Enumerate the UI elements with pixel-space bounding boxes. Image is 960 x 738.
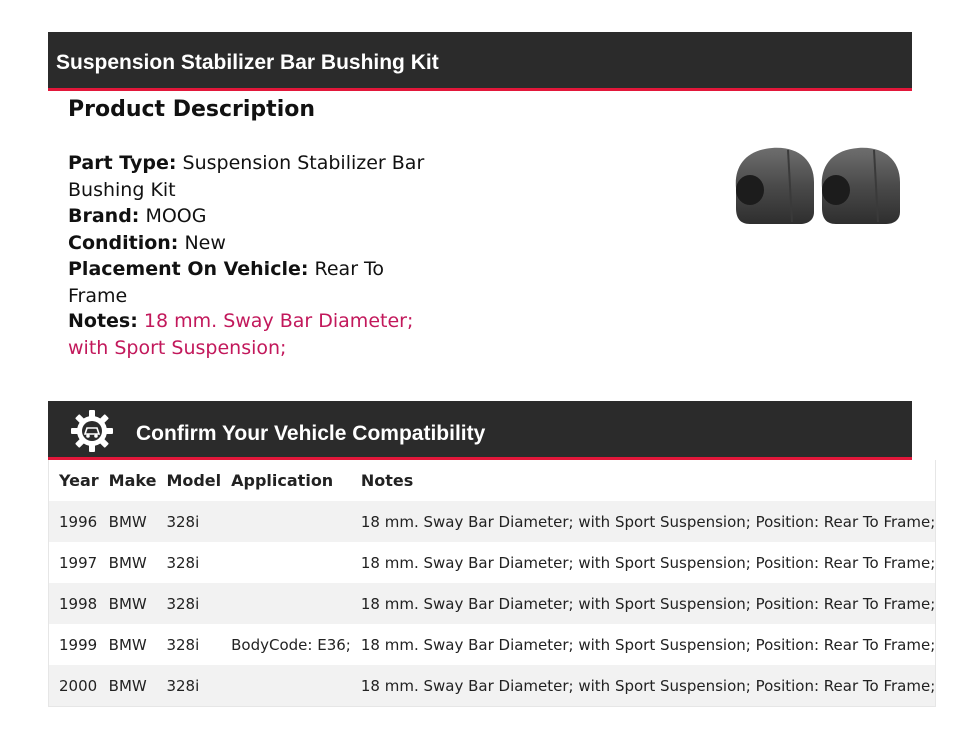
column-header-notes: Notes <box>360 471 414 490</box>
product-image <box>728 142 908 230</box>
condition-value: New <box>184 231 226 254</box>
cell-make: BMW <box>108 676 147 695</box>
cell-notes: 18 mm. Sway Bar Diameter; with Sport Suspension; Position: Rear To Frame; <box>360 512 936 531</box>
column-header-year: Year <box>59 471 99 490</box>
compatibility-title: Confirm Your Vehicle Compatibility <box>136 422 486 445</box>
cell-year: 1997 <box>59 553 98 572</box>
table-row <box>49 665 936 707</box>
notes-label: Notes: <box>68 310 138 332</box>
bushing-right <box>822 148 900 224</box>
cell-model: 328i <box>166 594 200 613</box>
cell-year: 2000 <box>59 676 98 695</box>
table-row <box>49 542 936 583</box>
product-description <box>68 150 448 309</box>
condition-label: Condition: <box>68 231 179 254</box>
cell-model: 328i <box>166 676 200 695</box>
table-row <box>49 501 936 542</box>
notes-row <box>68 308 448 361</box>
cell-notes: 18 mm. Sway Bar Diameter; with Sport Suspension; Position: Rear To Frame; <box>360 676 936 695</box>
cell-make: BMW <box>108 635 147 654</box>
cell-make: BMW <box>108 553 147 572</box>
product-title-bar <box>48 32 912 91</box>
cell-notes: 18 mm. Sway Bar Diameter; with Sport Suspension; Position: Rear To Frame; <box>360 553 936 572</box>
cell-application <box>221 501 351 542</box>
cell-application: BodyCode: E36; <box>231 635 351 654</box>
part-type-value: Suspension Stabilizer Bar Bushing Kit <box>68 152 425 201</box>
product-title: Suspension Stabilizer Bar Bushing Kit <box>56 51 439 74</box>
cell-make: BMW <box>108 512 147 531</box>
cell-application <box>221 583 351 624</box>
bushing-left <box>736 148 814 224</box>
cell-model: 328i <box>166 553 200 572</box>
compatibility-table <box>48 460 936 707</box>
brand-value: MOOG <box>145 205 207 227</box>
gear-car-icon <box>70 409 114 453</box>
cell-year: 1998 <box>59 594 98 613</box>
cell-notes: 18 mm. Sway Bar Diameter; with Sport Suspension; Position: Rear To Frame; <box>360 594 936 613</box>
brand-label: Brand: <box>68 205 140 227</box>
placement-row <box>68 256 448 309</box>
condition-row <box>68 230 448 257</box>
part-type-row <box>68 150 448 203</box>
table-row <box>49 624 936 665</box>
column-header-make: Make <box>108 471 157 490</box>
brand-row <box>68 203 448 230</box>
placement-value: Rear To Frame <box>68 258 385 307</box>
part-type-label: Part Type: <box>68 152 177 174</box>
cell-notes: 18 mm. Sway Bar Diameter; with Sport Suspension; Position: Rear To Frame; <box>360 635 936 654</box>
table-header-row <box>49 460 936 501</box>
cell-year: 1996 <box>59 512 98 531</box>
column-header-application: Application <box>231 471 334 490</box>
column-header-model: Model <box>166 471 222 490</box>
cell-year: 1999 <box>59 635 98 654</box>
cell-model: 328i <box>166 635 200 654</box>
product-description-heading: Product Description <box>68 97 316 122</box>
placement-label: Placement On Vehicle: <box>68 258 309 280</box>
cell-application <box>221 542 351 583</box>
cell-make: BMW <box>108 594 147 613</box>
notes-value: 18 mm. Sway Bar Diameter; with Sport Suspension; <box>68 310 414 359</box>
cell-application <box>221 665 351 707</box>
compatibility-bar <box>48 401 912 460</box>
cell-model: 328i <box>166 512 200 531</box>
table-row <box>49 583 936 624</box>
